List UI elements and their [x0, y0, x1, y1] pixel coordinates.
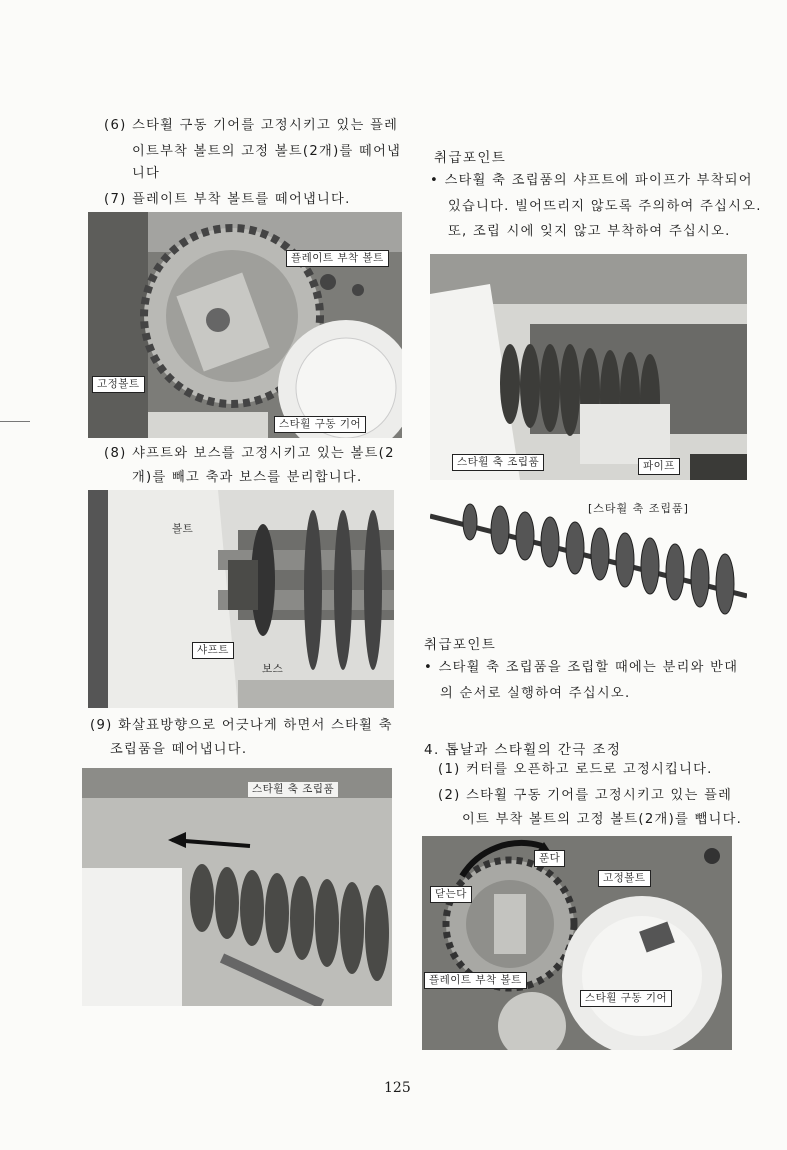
page-number: 125	[384, 1080, 411, 1096]
step8-line1: (8) 샤프트와 보스를 고정시키고 있는 볼트(2	[104, 446, 395, 461]
photo-drive-gear	[88, 212, 402, 438]
step9-line2: 조립품을 떼어냅니다.	[110, 742, 248, 757]
s4-step2-line2: 이트 부착 볼트의 고정 볼트(2개)를 뺍니다.	[462, 812, 743, 827]
note1-title: 취급포인트	[434, 150, 507, 166]
photo-shaft-boss-drawing	[88, 490, 394, 708]
note1-line2: 있습니다. 빌어뜨리지 않도록 주의하여 주십시오.	[448, 199, 762, 214]
photo-drive-gear-drawing	[88, 212, 402, 438]
photo-assembly-pipe	[430, 254, 747, 480]
photo-assembly-isolated	[430, 486, 747, 620]
label-drive-gear-2: 스타휠 구동 기어	[580, 990, 672, 1007]
step6-line2: 이트부착 볼트의 고정 볼트(2개)를 떼어냅	[132, 144, 402, 159]
step8-line2: 개)를 빼고 축과 보스를 분리합니다.	[132, 470, 363, 485]
label-bolt: 볼트	[172, 523, 194, 535]
section4-title: 4. 톱날과 스타휠의 간극 조정	[424, 742, 622, 758]
step6-line1: (6) 스타휠 구동 기어를 고정시키고 있는 플레	[104, 118, 399, 133]
step9-line1: (9) 화살표방향으로 어긋나게 하면서 스타휠 축	[90, 718, 393, 733]
label-fix-bolt-2: 고정볼트	[598, 870, 651, 887]
photo-drive-gear-2	[422, 836, 732, 1050]
photo-shaft-boss	[88, 490, 394, 708]
note1-line1: • 스타휠 축 조립품의 샤프트에 파이프가 부착되어	[430, 173, 753, 188]
label-assembly-2: 스타휠 축 조립품	[452, 454, 544, 471]
s4-step2-line1: (2) 스타휠 구동 기어를 고정시키고 있는 플레	[438, 788, 733, 803]
s4-step1: (1) 커터를 오픈하고 로드로 고정시킵니다.	[438, 762, 713, 777]
label-close: 닫는다	[430, 886, 472, 903]
step7-text: (7) 플레이트 부착 볼트를 떼어냅니다.	[104, 192, 351, 207]
label-shaft: 샤프트	[192, 642, 234, 659]
label-drive-gear: 스타휠 구동 기어	[274, 416, 366, 433]
label-boss: 보스	[262, 663, 284, 675]
photo-drive-gear-2-drawing	[422, 836, 732, 1050]
label-plate-bolt-2: 플레이트 부착 볼트	[424, 972, 527, 989]
photo-assembly-pipe-drawing	[430, 254, 747, 480]
photo-remove-assembly	[82, 768, 392, 1006]
note2-title: 취급포인트	[424, 637, 497, 653]
note2-line1: • 스타휠 축 조립품을 조립할 때에는 분리와 반대	[424, 660, 739, 675]
label-open: 푼다	[534, 850, 565, 867]
label-fix-bolt: 고정볼트	[92, 376, 145, 393]
photo5-caption: [스타휠 축 조립품]	[588, 502, 689, 515]
label-plate-bolt: 플레이트 부착 볼트	[286, 250, 389, 267]
note2-line2: 의 순서로 실행하여 주십시오.	[440, 686, 631, 701]
label-assembly: 스타휠 축 조립품	[248, 782, 338, 797]
photo-remove-assembly-drawing	[82, 768, 392, 1006]
step6-line3: 니다	[132, 166, 161, 181]
label-pipe: 파이프	[638, 458, 680, 475]
note1-line3: 또, 조립 시에 잊지 않고 부착하여 주십시오.	[448, 224, 731, 239]
margin-mark	[0, 421, 30, 422]
